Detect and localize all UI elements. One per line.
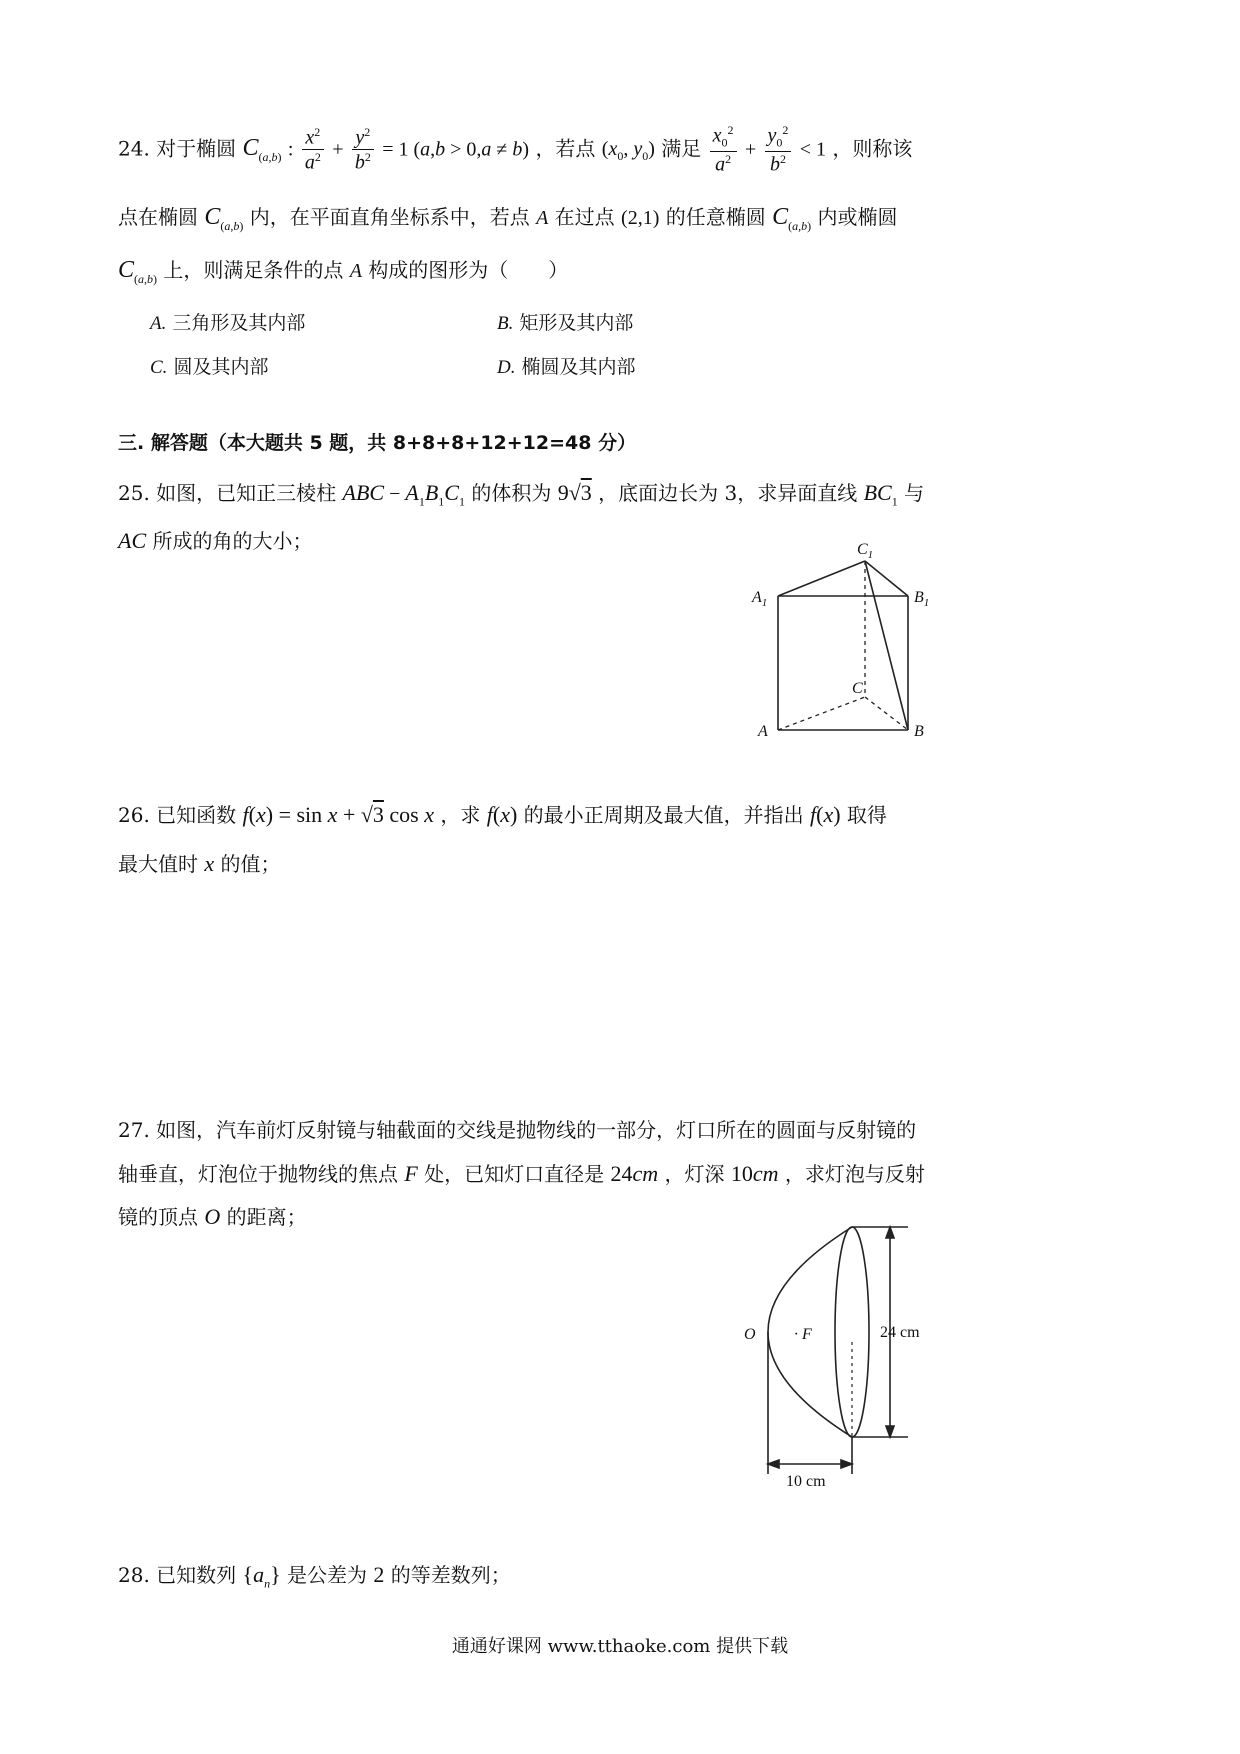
label-depth: 10 cm — [786, 1473, 826, 1490]
label-b: B — [914, 723, 924, 740]
q25-line-1: 25. 如图，已知正三棱柱 ABC − $A_1B_1C_1$ 的体积为 9√3 ，底面边长为 3，求异面直线 $BC_1$ 与 — [118, 480, 925, 509]
fraction-x0-a2: $\frac{x_0^2}{a^2}$ — [710, 124, 737, 176]
label-a1: $A_1$ — [752, 589, 768, 609]
q24-line-1: 24. 对于椭圆 $C_{(a,b)}$ : $\frac{x^2}{a^2}$ + $\frac{y^2}{b^2}$ = 1 (a,b > 0,a ≠ b) ，若点 ($x_0$, $y_0$) 满足 $\frac{x_0^2}{a^2}$ + $\frac{y_0^2}{b^2}$ < 1 ，则称该 — [118, 123, 913, 176]
q27-line-3: 镜的顶点 O 的距离； — [118, 1204, 307, 1229]
reflector-figure — [740, 1222, 960, 1492]
q27-line-1: 27. 如图，汽车前灯反射镜与轴截面的交线是抛物线的一部分，灯口所在的圆面与反射镜的 — [118, 1118, 917, 1142]
q25-line-2: AC 所成的角的大小； — [118, 528, 313, 553]
q26-number: 26. — [118, 803, 150, 827]
q24-number: 24. — [118, 136, 150, 161]
fraction-y0-b2: $\frac{y_0^2}{b^2}$ — [765, 124, 792, 176]
label-b1: $B_1$ — [914, 589, 930, 609]
q28-number: 28. — [118, 1563, 150, 1587]
section-heading: 三. 解答题（本大题共 5 题，共 8+8+8+12+12=48 分） — [118, 432, 637, 454]
label-f: · F — [794, 1326, 812, 1343]
option-a: A. 三角形及其内部 — [150, 312, 306, 334]
option-d: D. 椭圆及其内部 — [497, 356, 636, 378]
q24-line-3: $C_{(a,b)}$ 上，则满足条件的点 A 构成的图形为（ ） — [118, 257, 569, 286]
prism-figure — [748, 535, 948, 755]
q26-line-2: 最大值时 x 的值； — [118, 851, 281, 876]
option-c: C. 圆及其内部 — [150, 356, 269, 378]
page-footer: 通通好课网 www.tthaoke.com 提供下载 — [451, 1636, 789, 1657]
q24-line3-b: 构成的图形为（ ） — [368, 258, 569, 282]
q25-number: 25. — [118, 481, 150, 505]
label-o: O — [744, 1326, 756, 1343]
q28-line-1: 28. 已知数列 $\{a_n\}$ 是公差为 2 的等差数列； — [118, 1562, 511, 1591]
label-a: A — [758, 723, 768, 740]
q24-line2-c: 在过点 — [554, 205, 615, 229]
label-c1: $C_1$ — [857, 541, 874, 561]
fraction-x2-a2: $\frac{x^2}{a^2}$ — [302, 126, 324, 174]
q27-line-2: 轴垂直，灯泡位于抛物线的焦点 F 处，已知灯口直径是 24cm ，灯深 10cm ，求灯泡与反射 — [118, 1161, 925, 1186]
q24-line2-a: 点在椭圆 — [118, 205, 198, 229]
q24-text-4: ，则称该 — [832, 136, 913, 161]
q24-line-2: 点在椭圆 $C_{(a,b)}$ 内，在平面直角坐标系中，若点 A 在过点 (2,1) 的任意椭圆 $C_{(a,b)}$ 内或椭圆 — [118, 204, 898, 233]
q24-text-3: 满足 — [661, 136, 702, 161]
q24-line2-e: 内或椭圆 — [817, 205, 898, 229]
fraction-y2-b2: $\frac{y^2}{b^2}$ — [352, 126, 374, 174]
q24-line2-b: 内，在平面直角坐标系中，若点 — [249, 205, 530, 229]
label-diameter: 24 cm — [880, 1324, 920, 1341]
q27-number: 27. — [118, 1118, 150, 1142]
q26-line-1: 26. 已知函数 f(x) = sin x + √3 cos x ，求 f(x) 的最小正周期及最大值，并指出 f(x) 取得 — [118, 802, 887, 827]
q24-line3-a: 上，则满足条件的点 — [163, 258, 344, 282]
option-b: B. 矩形及其内部 — [497, 312, 634, 334]
q24-text-1: 对于椭圆 — [156, 136, 237, 161]
ellipse-symbol: $C_{(a,b)}$ — [242, 135, 282, 165]
label-c: C — [852, 680, 863, 697]
q24-line2-d: 的任意椭圆 — [665, 205, 766, 229]
q24-text-2: ，若点 — [535, 136, 596, 161]
